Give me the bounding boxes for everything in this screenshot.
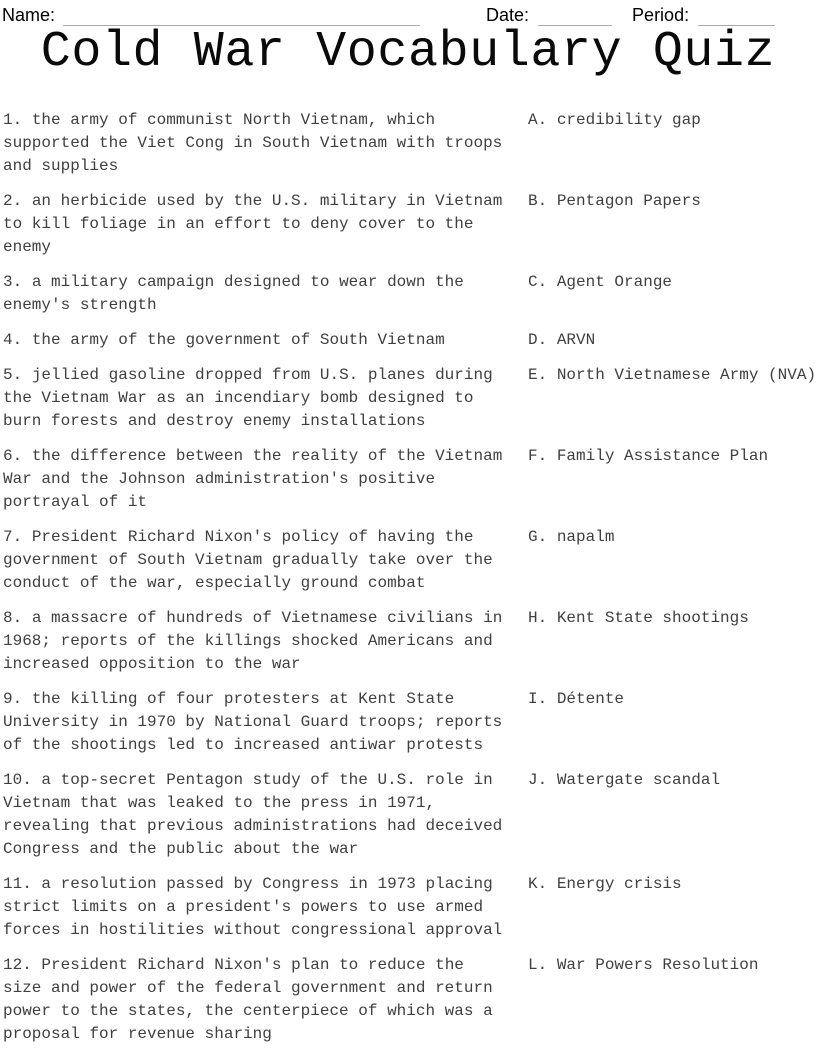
definition-text — [3, 109, 528, 178]
date-blank — [538, 5, 612, 26]
date-label: Date: — [486, 5, 530, 25]
answer-option — [528, 445, 816, 468]
answer-letter: L. — [528, 956, 548, 974]
period-blank — [698, 5, 775, 26]
answer-term: ARVN — [556, 331, 596, 349]
answer-term: credibility gap — [556, 111, 701, 129]
name-label: Name: — [2, 5, 56, 25]
answer-option — [528, 688, 816, 711]
definition-text — [3, 526, 528, 595]
answer-term: Kent State shootings — [556, 609, 749, 627]
answer-option — [528, 271, 816, 294]
answer-term: Family Assistance Plan — [556, 447, 769, 465]
answer-letter: E. — [528, 366, 548, 384]
quiz-item — [3, 329, 816, 352]
quiz-body — [0, 109, 816, 1046]
answer-option — [528, 329, 816, 352]
question-definition: the difference between the reality of the Vietnam War and the Johnson administration's positive portrayal of it — [3, 447, 503, 511]
answer-letter: H. — [528, 609, 548, 627]
answer-letter: K. — [528, 875, 548, 893]
quiz-item — [3, 445, 816, 514]
definition-text — [3, 688, 528, 757]
definition-text — [3, 769, 528, 861]
quiz-item — [3, 688, 816, 757]
answer-option — [528, 109, 816, 132]
answer-term: North Vietnamese Army (NVA) — [556, 366, 816, 384]
question-number: 5. — [3, 366, 23, 384]
question-definition: President Richard Nixon's policy of having the government of South Vietnam gradually take over the conduct of the war, especially ground combat — [3, 528, 493, 592]
question-definition: President Richard Nixon's plan to reduce the size and power of the federal government and return power to the states, the centerpiece of which was a proposal for revenue sharing — [3, 956, 493, 1043]
answer-option — [528, 873, 816, 896]
quiz-item — [3, 109, 816, 178]
quiz-item — [3, 954, 816, 1046]
period-label: Period: — [632, 5, 690, 25]
question-definition: a military campaign designed to wear down the enemy's strength — [3, 273, 464, 314]
quiz-item — [3, 271, 816, 317]
header-row — [0, 0, 816, 26]
definition-text — [3, 954, 528, 1046]
definition-text — [3, 364, 528, 433]
question-definition: the killing of four protesters at Kent State University in 1970 by National Guard troops; reports of the shootings led to increased antiwar protests — [3, 690, 503, 754]
definition-text — [3, 873, 528, 942]
answer-letter: C. — [528, 273, 548, 291]
question-definition: a massacre of hundreds of Vietnamese civilians in 1968; reports of the killings shocked Americans and increased opposition to the war — [3, 609, 503, 673]
quiz-item — [3, 526, 816, 595]
question-definition: jellied gasoline dropped from U.S. planes during the Vietnam War as an incendiary bomb designed to burn forests and destroy enemy installations — [3, 366, 493, 430]
answer-term: Pentagon Papers — [556, 192, 701, 210]
name-blank — [63, 5, 420, 26]
answer-term: War Powers Resolution — [556, 956, 759, 974]
quiz-item — [3, 607, 816, 676]
answer-letter: F. — [528, 447, 548, 465]
question-number: 7. — [3, 528, 23, 546]
question-number: 12. — [3, 956, 32, 974]
question-definition: the army of the government of South Vietnam — [31, 331, 445, 349]
answer-term: napalm — [556, 528, 615, 546]
answer-letter: G. — [528, 528, 548, 546]
definition-text — [3, 271, 528, 317]
question-number: 10. — [3, 771, 32, 789]
question-definition: an herbicide used by the U.S. military in Vietnam to kill foliage in an effort to deny cover to the enemy — [3, 192, 503, 256]
answer-letter: I. — [528, 690, 548, 708]
answer-option — [528, 364, 816, 387]
answer-term: Agent Orange — [556, 273, 673, 291]
answer-option — [528, 769, 816, 792]
question-number: 9. — [3, 690, 23, 708]
definition-text — [3, 607, 528, 676]
question-definition: a resolution passed by Congress in 1973 placing strict limits on a president's powers to use armed forces in hostilities without congressional approval — [3, 875, 503, 939]
answer-option — [528, 607, 816, 630]
question-number: 1. — [3, 111, 23, 129]
page-title: Cold War Vocabulary Quiz — [40, 24, 776, 81]
question-number: 8. — [3, 609, 23, 627]
definition-text — [3, 329, 528, 352]
question-number: 2. — [3, 192, 23, 210]
question-number: 11. — [3, 875, 32, 893]
question-number: 4. — [3, 331, 23, 349]
answer-term: Energy crisis — [556, 875, 682, 893]
answer-letter: J. — [528, 771, 548, 789]
question-number: 3. — [3, 273, 23, 291]
answer-letter: B. — [528, 192, 548, 210]
question-definition: the army of communist North Vietnam, which supported the Viet Cong in South Vietnam with troops and supplies — [3, 111, 503, 175]
answer-letter: D. — [528, 331, 548, 349]
quiz-item — [3, 769, 816, 861]
answer-term: Détente — [556, 690, 625, 708]
answer-option — [528, 954, 816, 977]
question-definition: a top-secret Pentagon study of the U.S. role in Vietnam that was leaked to the press in 1971, revealing that previous administrations had deceived Congress and the public about the war — [3, 771, 503, 858]
quiz-item — [3, 190, 816, 259]
quiz-item — [3, 364, 816, 433]
definition-text — [3, 445, 528, 514]
definition-text — [3, 190, 528, 259]
quiz-item — [3, 873, 816, 942]
answer-letter: A. — [528, 111, 548, 129]
question-number: 6. — [3, 447, 23, 465]
answer-option — [528, 190, 816, 213]
answer-option — [528, 526, 816, 549]
answer-term: Watergate scandal — [556, 771, 721, 789]
